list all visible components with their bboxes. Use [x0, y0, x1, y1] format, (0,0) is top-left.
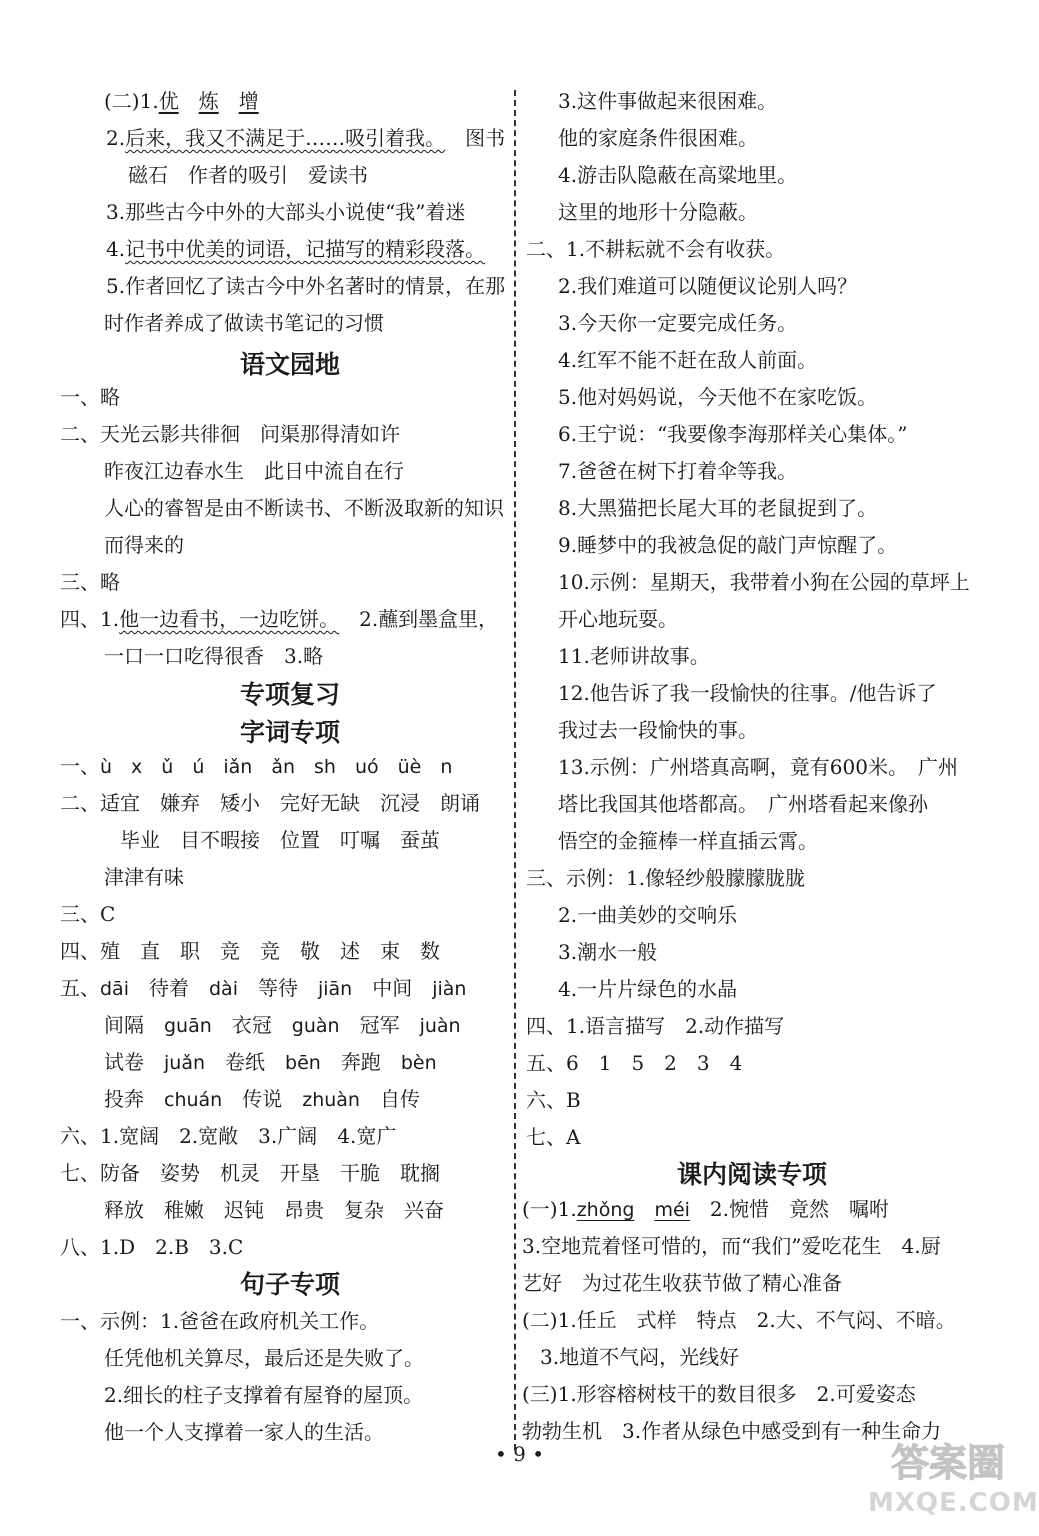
answer-word: 中间 [372, 976, 413, 1000]
answer-word: 等待 [257, 976, 298, 1000]
pinyin-text: juǎn [164, 1052, 206, 1074]
section-heading: 语文园地 [239, 350, 340, 379]
answer-line: 二、适宜 嫌弃 矮小 完好无缺 沉浸 朗诵 [60, 791, 480, 815]
answer-label: 五、 [60, 976, 100, 1000]
answer-word: 间隔 [104, 1013, 144, 1037]
answer-line: 毕业 目不暇接 位置 叮嘱 蚕茧 [120, 828, 440, 852]
pinyin-text: bēn [285, 1052, 321, 1074]
answer-line: 4.一片片绿色的水晶 [558, 977, 738, 1001]
answer-line: 三、示例：1.像轻纱般朦朦胧胧 [526, 866, 806, 890]
answer-line: 一、示例：1.爸爸在政府机关工作。 [60, 1309, 380, 1333]
pinyin-text: zhǒng [576, 1199, 635, 1221]
answer-line [106, 234, 485, 264]
section-heading: 专项复习 [239, 680, 340, 709]
answer-word: 衣冠 [231, 1013, 272, 1037]
answer-line: 六、B [526, 1088, 581, 1112]
underlined-answer: 他一边看书，一边吃饼。 [119, 607, 340, 631]
page-number: • 9 • [494, 1442, 545, 1466]
answer-line [104, 1010, 461, 1040]
answer-line: 塔比我国其他塔都高。 广州塔看起来像孙 [558, 792, 928, 816]
answer-line: 三、略 [60, 570, 120, 594]
pinyin-text: ù x ǔ ú iǎn ǎn sh uó üè n [100, 756, 453, 778]
answer-line: 5.他对妈妈说，今天他不在家吃饭。 [558, 385, 878, 409]
answer-line: 七、A [526, 1125, 581, 1149]
answer-line: 二、天光云影共徘徊 问渠那得清如许 [60, 422, 400, 446]
answer-word: 待着 [148, 976, 189, 1000]
answer-label: 2. [106, 126, 126, 150]
answer-line: 一、略 [60, 385, 120, 409]
answer-line: 勃勃生机 3.作者从绿色中感受到有一种生命力 [522, 1419, 942, 1443]
answer-line: 释放 稚嫩 迟钝 昂贵 复杂 兴奋 [104, 1198, 444, 1222]
pinyin-text: bèn [400, 1052, 437, 1074]
answer-line: 津津有味 [104, 865, 184, 889]
answer-line: 七、防备 姿势 机灵 开垦 干脆 耽搁 [60, 1161, 440, 1185]
answer-line: 2.细长的柱子支撑着有屋脊的屋顶。 [104, 1383, 424, 1407]
answer-line: 磁石 作者的吸引 爱读书 [128, 163, 368, 187]
answer-line: 3.潮水一般 [558, 940, 658, 964]
answer-label: 4. [106, 237, 126, 261]
answer-line: 5.作者回忆了读古今中外名著时的情景，在那 [106, 274, 506, 298]
answer-line: 任凭他机关算尽，最后还是失败了。 [104, 1346, 424, 1370]
answer-line: 6.王宁说：“我要像李海那样关心集体。” [558, 422, 908, 446]
answer-line: 我过去一段愉快的事。 [558, 718, 758, 742]
subsection-heading: 句子专项 [239, 1270, 340, 1299]
pinyin-text: dāi [100, 978, 129, 1000]
answer-line: 4.游击队隐蔽在高粱地里。 [558, 163, 798, 187]
answer-word: 炼 [198, 89, 219, 113]
answer-text: 2.惋惜 竟然 嘱咐 [709, 1197, 890, 1221]
answer-line: 昨夜江边春水生 此日中流自在行 [104, 459, 404, 483]
answer-line: (三)1.形容榕树枝干的数目很多 2.可爱姿态 [522, 1382, 916, 1406]
answer-word: 增 [238, 89, 259, 113]
answer-line: 13.示例：广州塔真高啊，竟有600米。 广州 [558, 755, 958, 779]
pinyin-text: zhuàn [302, 1089, 360, 1111]
answer-label: 一、 [60, 754, 100, 778]
pinyin-text: jiān [317, 978, 353, 1000]
answer-line [104, 1047, 437, 1077]
watermark-text: 答案圈 [890, 1441, 1005, 1485]
answer-line: 这里的地形十分隐蔽。 [558, 200, 758, 224]
pinyin-text: chuán [164, 1089, 223, 1111]
answer-line: 12.他告诉了我一段愉快的往事。/他告诉了 [558, 681, 937, 705]
answer-word: 试卷 [104, 1050, 144, 1074]
answer-line [60, 751, 452, 781]
answer-line: 一口一口吃得很香 3.略 [104, 644, 324, 668]
watermark-logo [868, 1432, 1039, 1528]
answer-text: 2.蘸到墨盒里， [359, 607, 499, 631]
answer-label: 四、1. [60, 607, 120, 631]
answer-line: 3.地道不气闷，光线好 [540, 1345, 740, 1369]
subsection-heading: 字词专项 [239, 718, 340, 747]
answer-word: 冠军 [359, 1013, 400, 1037]
answer-line: (二)1.任丘 式样 特点 2.大、不气闷、不暗。 [522, 1308, 956, 1332]
answer-line: 三、C [60, 902, 116, 926]
answer-line: 人心的睿智是由不断读书、不断汲取新的知识 [104, 496, 504, 520]
answer-line: 他的家庭条件很困难。 [558, 126, 758, 150]
answer-line: 开心地玩耍。 [558, 607, 678, 631]
column-divider [514, 90, 516, 1450]
answer-line: 3.那些古今中外的大部头小说使“我”着迷 [106, 200, 466, 224]
answer-line: 11.老师讲故事。 [558, 644, 710, 668]
answer-line: 3.空地荒着怪可惜的，而“我们”爱吃花生 4.厨 [522, 1234, 941, 1258]
answer-word: 传说 [242, 1087, 283, 1111]
watermark-url: MXQE.COM [868, 1488, 1039, 1518]
answer-line: 艺好 为过花生收获节做了精心准备 [522, 1271, 842, 1295]
answer-line: 六、1.宽阔 2.宽敞 3.广阔 4.宽广 [60, 1124, 397, 1148]
answer-line: 时作者养成了做读书笔记的习惯 [104, 311, 384, 335]
answer-line [522, 1194, 889, 1224]
answer-line: 9.睡梦中的我被急促的敲门声惊醒了。 [558, 533, 898, 557]
answer-word: 奔跑 [340, 1050, 381, 1074]
answer-line: 2.我们难道可以随便议论别人吗？ [558, 274, 858, 298]
answer-text: 图书 [465, 126, 506, 150]
answer-line [60, 973, 466, 1003]
answer-line: 四、1.语言描写 2.动作描写 [526, 1014, 785, 1038]
answer-word: 优 [158, 89, 179, 113]
pinyin-text: dài [208, 978, 238, 1000]
answer-line: 他一个人支撑着一家人的生活。 [104, 1420, 384, 1444]
pinyin-text: juàn [419, 1015, 461, 1037]
answer-line: 四、殖 直 职 竞 竞 敬 述 束 数 [60, 939, 440, 963]
answer-line [106, 123, 505, 153]
answer-line: 7.爸爸在树下打着伞等我。 [558, 459, 798, 483]
answer-word: 投奔 [104, 1087, 144, 1111]
pinyin-text: jiàn [432, 978, 467, 1000]
answer-line: 五、6 1 5 2 3 4 [526, 1051, 743, 1075]
answer-line [104, 86, 259, 116]
answer-line: 2.一曲美妙的交响乐 [558, 903, 738, 927]
pinyin-text: guàn [291, 1015, 340, 1037]
answer-line: 10.示例：星期天，我带着小狗在公园的草坪上 [558, 570, 970, 594]
answer-line: 二、1.不耕耘就不会有收获。 [526, 237, 786, 261]
answer-line: 悟空的金箍棒一样直插云霄。 [558, 829, 818, 853]
answer-label: (二)1. [104, 89, 159, 113]
pinyin-text: méi [654, 1199, 690, 1221]
underlined-answer: 后来，我又不满足于……吸引着我。 [125, 126, 446, 150]
answer-label: (一)1. [522, 1197, 577, 1221]
answer-word: 卷纸 [225, 1050, 266, 1074]
answer-word: 自传 [379, 1087, 420, 1111]
answer-line [60, 604, 498, 634]
answer-line: 八、1.D 2.B 3.C [60, 1235, 244, 1259]
answer-line: 3.今天你一定要完成任务。 [558, 311, 798, 335]
pinyin-text: guān [164, 1015, 212, 1037]
answer-line: 4.红军不能不赶在敌人前面。 [558, 348, 818, 372]
subsection-heading: 课内阅读专项 [676, 1160, 827, 1189]
answer-line: 而得来的 [104, 533, 184, 557]
underlined-answer: 记书中优美的词语，记描写的精彩段落。 [125, 237, 486, 261]
answer-line: 3.这件事做起来很困难。 [558, 89, 778, 113]
answer-line [104, 1084, 420, 1114]
answer-line: 8.大黑猫把长尾大耳的老鼠捉到了。 [558, 496, 878, 520]
